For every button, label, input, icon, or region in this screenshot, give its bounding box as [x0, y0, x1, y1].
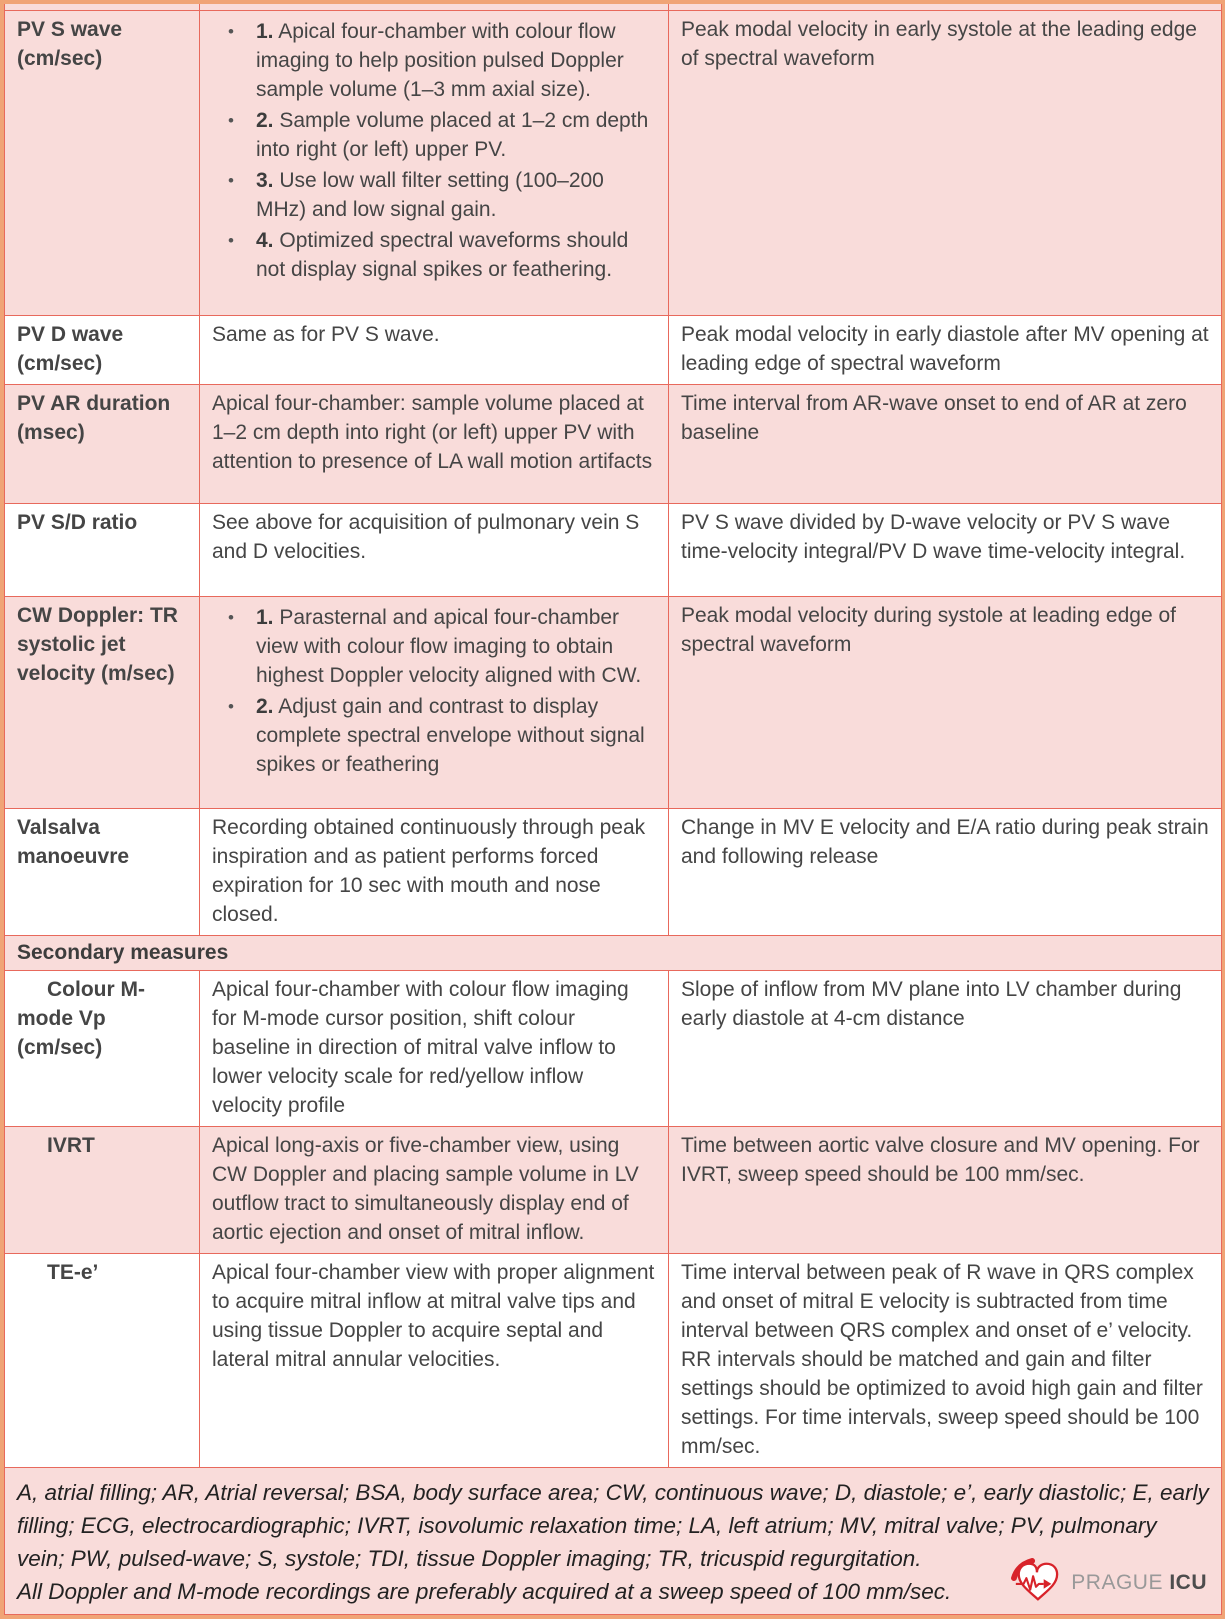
cell-parameter: Valsalva manoeuvre [5, 809, 200, 936]
cell-parameter: PV AR duration (msec) [5, 385, 200, 504]
logo-brand: PRAGUE [1071, 1570, 1163, 1594]
cell-acquisition: Same as for PV S wave. [200, 316, 669, 385]
step-number: 3. [256, 169, 274, 192]
step-number: 4. [256, 229, 274, 252]
step-text: Optimized spectral waveforms should not display signal spikes or feathering. [256, 229, 629, 281]
abbreviations-text: A, atrial filling; AR, Atrial reversal; BSA, body surface area; CW, continuous wave; D, diastole; e’, early diastolic; E, early filling; ECG, electrocardiographic; IVRT, isovolumic relaxation time; LA, left atrium; MV, mitral valve; PV, pulmonary vein; PW, pulsed-wave; S, systole; TDI, tissue Doppler imaging; TR, tricuspid regurgitation. [17, 1480, 1209, 1571]
list-item [228, 106, 656, 164]
bullet-icon: • [228, 697, 234, 716]
footnote-row [5, 1468, 1222, 1615]
step-number: 1. [256, 20, 274, 43]
footnote-cell [5, 1468, 1222, 1615]
cell-acquisition [200, 597, 669, 809]
cell-parameter: PV D wave (cm/sec) [5, 316, 200, 385]
step-text: Parasternal and apical four-chamber view with colour flow imaging to obtain highest Doppler velocity aligned with CW. [256, 606, 642, 687]
table-row [5, 11, 1222, 316]
cell-measurement: Change in MV E velocity and E/A ratio during peak strain and following release [669, 809, 1222, 936]
table-row [5, 971, 1222, 1127]
table-row [5, 504, 1222, 597]
step-number: 2. [256, 695, 274, 718]
bullet-icon: • [228, 231, 234, 250]
cell-parameter: TE-e’ [5, 1254, 200, 1468]
cell-acquisition: Recording obtained continuously through peak inspiration and as patient performs forced expiration for 10 sec with mouth and nose closed. [200, 809, 669, 936]
cell-measurement: Peak modal velocity in early systole at the leading edge of spectral waveform [669, 11, 1222, 316]
cell-measurement: Time interval from AR-wave onset to end of AR at zero baseline [669, 385, 1222, 504]
cell-parameter [5, 11, 200, 316]
step-number: 1. [256, 606, 274, 629]
cell-acquisition: Apical four-chamber: sample volume placed at 1–2 cm depth into right (or left) upper PV with attention to presence of LA wall motion artifacts [200, 385, 669, 504]
table-row [5, 1254, 1222, 1468]
cell-measurement: Time interval between peak of R wave in QRS complex and onset of mitral E velocity is subtracted from time interval between QRS complex and onset of e’ velocity. RR intervals should be matched and gain and filter settings should be optimized to avoid high gain and filter settings. For time intervals, sweep speed should be 100 mm/sec. [669, 1254, 1222, 1468]
cell-parameter: PV S/D ratio [5, 504, 200, 597]
footnote-note: All Doppler and M-mode recordings are preferably acquired at a sweep speed of 100 mm/sec. [17, 1579, 952, 1604]
cell-acquisition: Apical four-chamber view with proper alignment to acquire mitral inflow at mitral valve tips and using tissue Doppler to acquire septal and lateral mitral annular velocities. [200, 1254, 669, 1468]
heart-ecg-icon [1009, 1558, 1063, 1606]
prague-icu-logo [1009, 1558, 1207, 1606]
section-header: Secondary measures [5, 936, 1222, 971]
list-item [228, 692, 656, 779]
list-item [228, 166, 656, 224]
step-text: Sample volume placed at 1–2 cm depth into right (or left) upper PV. [256, 109, 649, 161]
cell-parameter: CW Doppler: TR systolic jet velocity (m/sec) [5, 597, 200, 809]
table-row [5, 809, 1222, 936]
parameter-label: PV S wave (cm/sec) [17, 18, 123, 70]
list-item [228, 17, 656, 104]
table-row [5, 597, 1222, 809]
step-text: Apical four-chamber with colour flow imaging to help position pulsed Doppler sample volume (1–3 mm axial size). [256, 20, 624, 101]
logo-brand-bold: ICU [1169, 1570, 1207, 1594]
cell-acquisition: See above for acquisition of pulmonary vein S and D velocities. [200, 504, 669, 597]
list-item [228, 603, 656, 690]
cell-measurement: Slope of inflow from MV plane into LV chamber during early diastole at 4-cm distance [669, 971, 1222, 1127]
cell-measurement: PV S wave divided by D-wave velocity or PV S wave time-velocity integral/PV D wave time-velocity integral. [669, 504, 1222, 597]
cell-acquisition [200, 11, 669, 316]
cell-measurement: Peak modal velocity during systole at leading edge of spectral waveform [669, 597, 1222, 809]
cell-acquisition: Apical long-axis or five-chamber view, using CW Doppler and placing sample volume in LV outflow tract to simultaneously display end of aortic ejection and onset of mitral inflow. [200, 1127, 669, 1254]
bullet-icon: • [228, 111, 234, 130]
step-text: Use low wall filter setting (100–200 MHz) and low signal gain. [256, 169, 604, 221]
logo-text [1071, 1566, 1207, 1599]
cell-measurement: Peak modal velocity in early diastole after MV opening at leading edge of spectral waveform [669, 316, 1222, 385]
cell-measurement: Time between aortic valve closure and MV opening. For IVRT, sweep speed should be 100 mm/sec. [669, 1127, 1222, 1254]
step-text: Adjust gain and contrast to display complete spectral envelope without signal spikes or feathering [256, 695, 645, 776]
cell-parameter: IVRT [5, 1127, 200, 1254]
step-number: 2. [256, 109, 274, 132]
table-row [5, 1127, 1222, 1254]
acquisition-steps-list [212, 603, 656, 779]
section-header-row [5, 936, 1222, 971]
echo-parameters-table [4, 4, 1222, 1615]
acquisition-steps-list [212, 17, 656, 284]
list-item [228, 226, 656, 284]
bullet-icon: • [228, 171, 234, 190]
table-row [5, 385, 1222, 504]
bullet-icon: • [228, 608, 234, 627]
cell-parameter: Colour M-mode Vp (cm/sec) [5, 971, 200, 1127]
cell-acquisition: Apical four-chamber with colour flow imaging for M-mode cursor position, shift colour baseline in direction of mitral valve inflow to lower velocity scale for red/yellow inflow velocity profile [200, 971, 669, 1127]
bullet-icon: • [228, 22, 234, 41]
table-row [5, 316, 1222, 385]
